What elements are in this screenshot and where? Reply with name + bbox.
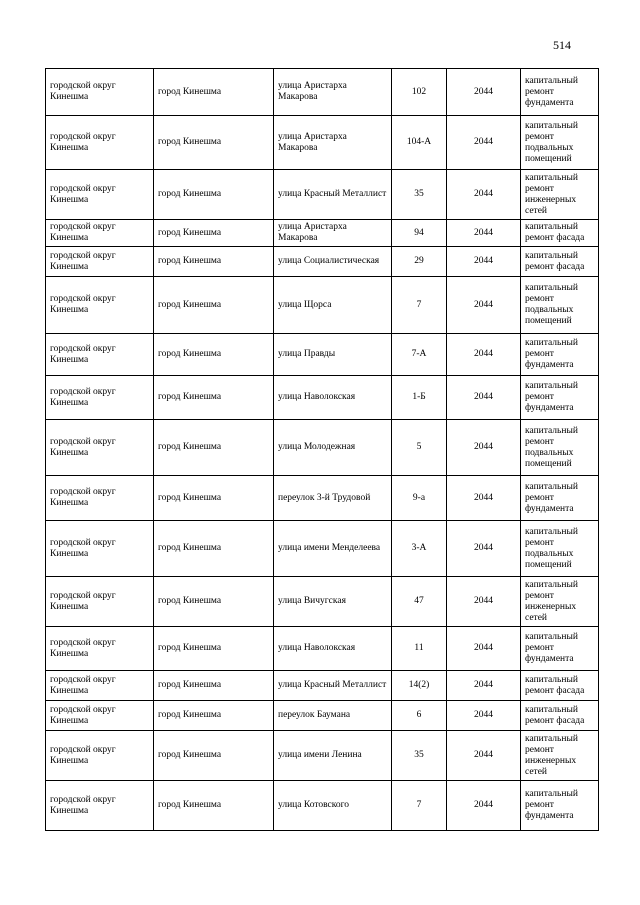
cell-street: улица Щорса — [274, 277, 392, 334]
cell-year: 2044 — [447, 627, 521, 671]
cell-street: улица Вичугская — [274, 577, 392, 627]
table-row — [46, 220, 599, 247]
cell-district: городской округ Кинешма — [46, 627, 154, 671]
cell-street: улица Красный Металлист — [274, 671, 392, 701]
cell-year: 2044 — [447, 781, 521, 831]
cell-settlement: город Кинешма — [154, 170, 274, 220]
table-row — [46, 116, 599, 170]
cell-house-number: 7-А — [392, 334, 447, 376]
cell-year: 2044 — [447, 701, 521, 731]
cell-house-number: 1-Б — [392, 376, 447, 420]
cell-district: городской округ Кинешма — [46, 577, 154, 627]
table-row — [46, 731, 599, 781]
cell-street: улица Социалистическая — [274, 247, 392, 277]
table-row — [46, 671, 599, 701]
cell-year: 2044 — [447, 170, 521, 220]
cell-district: городской округ Кинешма — [46, 701, 154, 731]
cell-work-type: капитальный ремонт инженерных сетей — [521, 170, 599, 220]
cell-settlement: город Кинешма — [154, 334, 274, 376]
repair-schedule-table — [45, 68, 599, 831]
cell-settlement: город Кинешма — [154, 577, 274, 627]
cell-street: переулок 3-й Трудовой — [274, 476, 392, 521]
cell-work-type: капитальный ремонт подвальных помещений — [521, 521, 599, 577]
cell-year: 2044 — [447, 731, 521, 781]
cell-work-type: капитальный ремонт фундамента — [521, 376, 599, 420]
table-body — [46, 69, 599, 831]
cell-year: 2044 — [447, 577, 521, 627]
cell-district: городской округ Кинешма — [46, 376, 154, 420]
table-row — [46, 69, 599, 116]
cell-work-type: капитальный ремонт фундамента — [521, 69, 599, 116]
cell-district: городской округ Кинешма — [46, 277, 154, 334]
cell-work-type: капитальный ремонт подвальных помещений — [521, 277, 599, 334]
table-row — [46, 170, 599, 220]
cell-year: 2044 — [447, 376, 521, 420]
cell-work-type: капитальный ремонт фасада — [521, 220, 599, 247]
cell-district: городской округ Кинешма — [46, 420, 154, 476]
cell-house-number: 3-А — [392, 521, 447, 577]
table-row — [46, 247, 599, 277]
cell-district: городской округ Кинешма — [46, 116, 154, 170]
cell-settlement: город Кинешма — [154, 69, 274, 116]
cell-settlement: город Кинешма — [154, 116, 274, 170]
cell-house-number: 14(2) — [392, 671, 447, 701]
cell-settlement: город Кинешма — [154, 781, 274, 831]
table-row — [46, 577, 599, 627]
cell-work-type: капитальный ремонт фундамента — [521, 476, 599, 521]
cell-year: 2044 — [447, 116, 521, 170]
cell-work-type: капитальный ремонт фундамента — [521, 627, 599, 671]
cell-year: 2044 — [447, 247, 521, 277]
cell-settlement: город Кинешма — [154, 671, 274, 701]
cell-settlement: город Кинешма — [154, 420, 274, 476]
cell-district: городской округ Кинешма — [46, 521, 154, 577]
cell-year: 2044 — [447, 476, 521, 521]
cell-year: 2044 — [447, 277, 521, 334]
cell-year: 2044 — [447, 671, 521, 701]
cell-district: городской округ Кинешма — [46, 334, 154, 376]
table-row — [46, 334, 599, 376]
cell-year: 2044 — [447, 220, 521, 247]
cell-street: улица Аристарха Макарова — [274, 220, 392, 247]
cell-settlement: город Кинешма — [154, 701, 274, 731]
cell-street: улица Котовского — [274, 781, 392, 831]
cell-house-number: 7 — [392, 277, 447, 334]
table-row — [46, 376, 599, 420]
cell-street: улица имени Менделеева — [274, 521, 392, 577]
cell-settlement: город Кинешма — [154, 476, 274, 521]
cell-settlement: город Кинешма — [154, 731, 274, 781]
cell-work-type: капитальный ремонт подвальных помещений — [521, 420, 599, 476]
cell-work-type: капитальный ремонт фасада — [521, 701, 599, 731]
cell-street: улица Аристарха Макарова — [274, 69, 392, 116]
cell-street: улица Молодежная — [274, 420, 392, 476]
cell-house-number: 102 — [392, 69, 447, 116]
cell-house-number: 11 — [392, 627, 447, 671]
cell-house-number: 94 — [392, 220, 447, 247]
cell-year: 2044 — [447, 521, 521, 577]
table-row — [46, 627, 599, 671]
cell-work-type: капитальный ремонт фундамента — [521, 781, 599, 831]
cell-district: городской округ Кинешма — [46, 671, 154, 701]
table-row — [46, 476, 599, 521]
cell-settlement: город Кинешма — [154, 627, 274, 671]
cell-work-type: капитальный ремонт инженерных сетей — [521, 731, 599, 781]
cell-year: 2044 — [447, 420, 521, 476]
cell-street: улица Красный Металлист — [274, 170, 392, 220]
table-row — [46, 420, 599, 476]
cell-street: улица Аристарха Макарова — [274, 116, 392, 170]
cell-street: улица Правды — [274, 334, 392, 376]
cell-work-type: капитальный ремонт инженерных сетей — [521, 577, 599, 627]
cell-year: 2044 — [447, 69, 521, 116]
cell-work-type: капитальный ремонт фасада — [521, 671, 599, 701]
cell-settlement: город Кинешма — [154, 521, 274, 577]
cell-settlement: город Кинешма — [154, 220, 274, 247]
cell-work-type: капитальный ремонт подвальных помещений — [521, 116, 599, 170]
cell-year: 2044 — [447, 334, 521, 376]
cell-work-type: капитальный ремонт фундамента — [521, 334, 599, 376]
table-row — [46, 781, 599, 831]
table-row — [46, 521, 599, 577]
cell-house-number: 5 — [392, 420, 447, 476]
page-number: 514 — [553, 38, 571, 52]
cell-district: городской округ Кинешма — [46, 731, 154, 781]
cell-house-number: 7 — [392, 781, 447, 831]
cell-street: улица имени Ленина — [274, 731, 392, 781]
cell-street: переулок Баумана — [274, 701, 392, 731]
cell-house-number: 29 — [392, 247, 447, 277]
cell-settlement: город Кинешма — [154, 376, 274, 420]
cell-house-number: 35 — [392, 731, 447, 781]
cell-street: улица Наволокская — [274, 627, 392, 671]
cell-district: городской округ Кинешма — [46, 476, 154, 521]
cell-work-type: капитальный ремонт фасада — [521, 247, 599, 277]
cell-settlement: город Кинешма — [154, 247, 274, 277]
cell-house-number: 35 — [392, 170, 447, 220]
cell-district: городской округ Кинешма — [46, 220, 154, 247]
cell-house-number: 47 — [392, 577, 447, 627]
table-row — [46, 277, 599, 334]
table-row — [46, 701, 599, 731]
cell-district: городской округ Кинешма — [46, 170, 154, 220]
cell-district: городской округ Кинешма — [46, 781, 154, 831]
cell-house-number: 6 — [392, 701, 447, 731]
cell-settlement: город Кинешма — [154, 277, 274, 334]
cell-district: городской округ Кинешма — [46, 247, 154, 277]
cell-district: городской округ Кинешма — [46, 69, 154, 116]
cell-street: улица Наволокская — [274, 376, 392, 420]
cell-house-number: 9-а — [392, 476, 447, 521]
cell-house-number: 104-А — [392, 116, 447, 170]
